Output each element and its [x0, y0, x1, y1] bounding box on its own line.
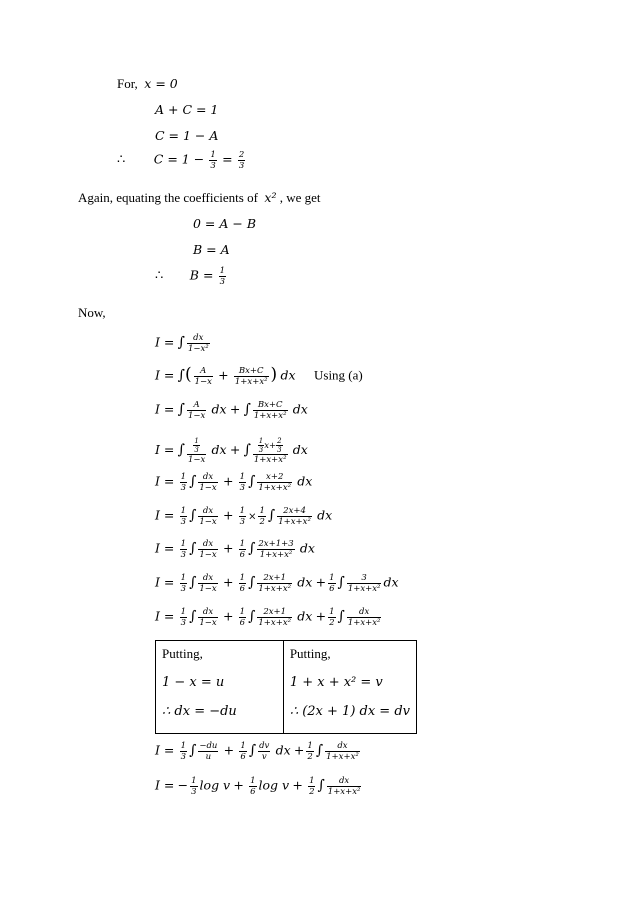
integral-line-3: I = ∫ $\frac{A}{1-x}$ dx + ∫ $\frac{Bx+C}{\text{1+x+x²}}$ dx [155, 400, 308, 421]
integral-line-6: I = $\frac{1}{3}$ ∫ $\frac{dx}{1-x}$ + $\frac{1}{3}$ × $\frac{1}{2}$ ∫ $\frac{2x+4}{\text{1+x+x²}}$ dx [155, 506, 333, 527]
eq-b-equals-a: B = A [193, 242, 230, 257]
again-tail: , we get [279, 190, 321, 205]
line-c-result: ∴ C = 1 − $\frac{1}{3}$ = $\frac{2}{3}$ [117, 150, 245, 171]
fraction-b-one-third: $\frac{1}{3}$ [219, 266, 226, 287]
line-for [117, 76, 178, 92]
for-equation: x = 0 [144, 76, 178, 91]
eq-a-plus-c: A + C = 1 [155, 102, 219, 117]
fraction-two-thirds: $\frac{2}{3}$ [238, 150, 245, 171]
line-b-result [155, 266, 228, 287]
b-equation: B = [189, 267, 214, 283]
putting-left-title: Putting, [162, 646, 203, 661]
eq-zero-a-minus-b: 0 = A − B [193, 216, 257, 231]
integral-line-11: I = − $\frac{1}{3}$ log v + $\frac{1}{6}$ log v + $\frac{1}{2}$ ∫ $\frac{dx}{\text{1+x+x²}}$ [155, 776, 361, 797]
integral-line-5: I = $\frac{1}{3}$ ∫ $\frac{dx}{1-x}$ + $\frac{1}{3}$ ∫ $\frac{x+2}{\text{1+x+x²}}$ dx [155, 472, 313, 493]
putting-right-eq1: 1 + x + x² = v [289, 675, 383, 690]
putting-left-eq2: ∴ dx = −du [162, 704, 237, 719]
fraction-one-third: $\frac{1}{3}$ [210, 150, 216, 171]
integral-line-10: I = $\frac{1}{3}$ ∫ $\frac{-du}{u}$ + $\frac{1}{6}$ ∫ $\frac{dv}{v}$ dx + $\frac{1}{2}$ ∫ $\frac{dx}{\text{1+x+x²}}$ [155, 741, 359, 762]
line-again [78, 190, 321, 206]
integral-line-4: I = ∫ $\frac{\frac{1}{3}}{1-x}$ dx + ∫ $\frac{1}{3}$ x+ $\frac{2}{3}$ 1+x+x² dx [155, 437, 308, 465]
eq-c-one-minus-a: C = 1 − A [155, 128, 219, 143]
putting-right-cell [283, 641, 416, 734]
integral-line-1: I = ∫ $\frac{dx}{\text{1−x²}}$ [155, 333, 209, 354]
using-a-label: Using (a) [314, 367, 363, 383]
again-x-squared: x² [264, 190, 277, 205]
again-text: Again, equating the coefficients of [78, 190, 258, 205]
now-label: Now, [78, 305, 106, 320]
putting-right-eq2: ∴ (2x + 1) dx = dv [289, 704, 410, 719]
integral-line-9: I = $\frac{1}{3}$ ∫ $\frac{dx}{1-x}$ + $\frac{1}{6}$ ∫ $\frac{2x+1}{\text{1+x+x²}}$ dx + $\frac{1}{2}$ ∫ $\frac{dx}{\text{1+x+x²}}$ [155, 607, 381, 628]
for-label: For, [117, 76, 138, 91]
putting-right-title: Putting, [289, 646, 331, 661]
integral-line-7: I = $\frac{1}{3}$ ∫ $\frac{dx}{1-x}$ + $\frac{1}{6}$ ∫ $\frac{2x+1+3}{\text{1+x+x²}}$ dx [155, 539, 315, 560]
putting-table [155, 640, 417, 734]
integral-line-8: I = $\frac{1}{3}$ ∫ $\frac{dx}{1-x}$ + $\frac{1}{6}$ ∫ $\frac{2x+1}{\text{1+x+x²}}$ dx + $\frac{1}{6}$ ∫ $\frac{3}{\text{1+x+x²}}$ dx [155, 573, 399, 594]
therefore-symbol: ∴ [117, 151, 126, 167]
integral-line-2: I = ∫( $\frac{A}{1-x}$ + $\frac{Bx+C}{\text{1+x+x²}}$ ) dx Using (a) [155, 364, 363, 387]
therefore-symbol-2: ∴ [155, 267, 164, 283]
putting-left-eq1: 1 − x = u [162, 675, 225, 690]
c-equation: C = 1 − [153, 151, 205, 167]
putting-left-cell [156, 641, 284, 734]
